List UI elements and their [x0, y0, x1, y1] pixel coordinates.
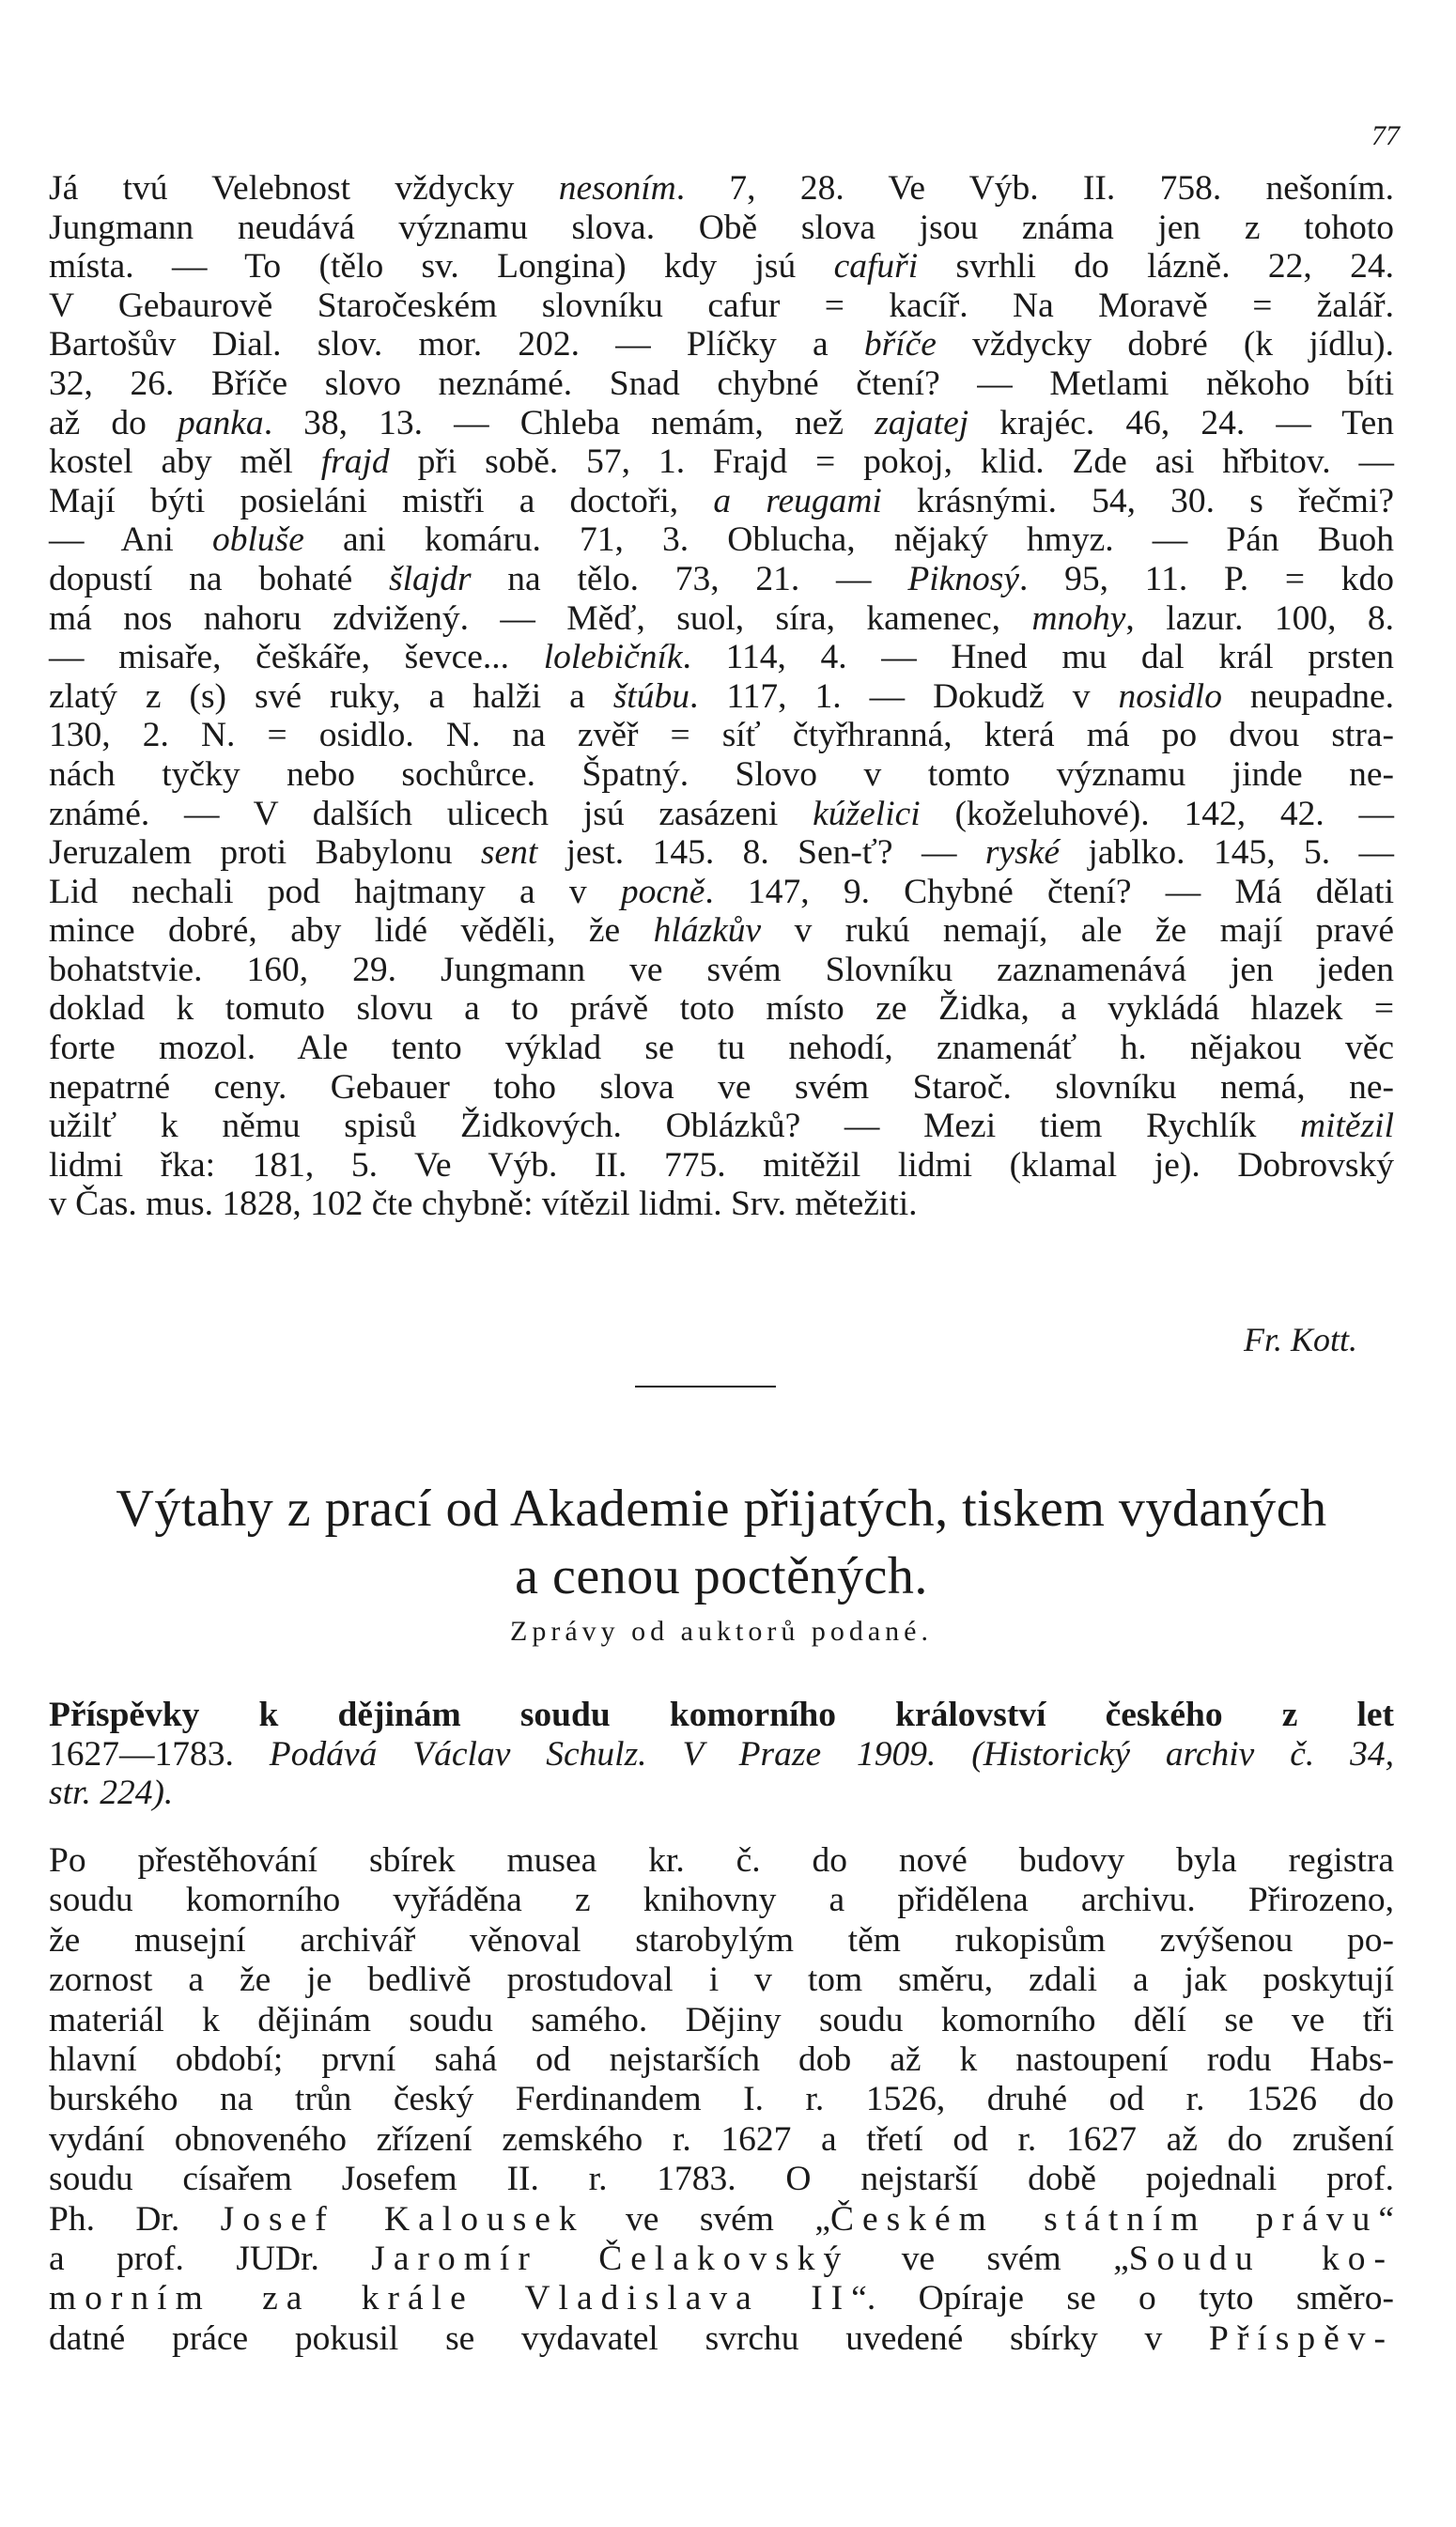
text-line: kostel aby měl frajd při sobě. 57, 1. Frajd = pokoj, klid. Zde asi hřbitov. — [49, 442, 1394, 482]
text-line: materiál k dějinám soudu samého. Dějiny soudu komorního dělí se ve tři [49, 2000, 1394, 2039]
italic-term: nosidlo [1118, 676, 1222, 716]
text-line: hlavní období; první sahá od nejstarších dob až k nastoupení rodu Habs- [49, 2040, 1394, 2080]
section-title [49, 1475, 1394, 1610]
italic-term: štúbu [612, 676, 689, 716]
text-line: morním za krále Vladislava II“. Opíraje se o tyto směro- [49, 2279, 1395, 2318]
spaced-name: Josef Kalousek [220, 2199, 585, 2239]
text-line: Jeruzalem proti Babylonu sent jest. 145. 8. Sen-ť? — ryské jablko. 145, 5. — [49, 833, 1395, 873]
section-divider [635, 1386, 776, 1388]
text-line: místa. — To (tělo sv. Longina) kdy jsú cafuři svrhli do lázně. 22, 24. [49, 247, 1394, 287]
spaced-name: Příspěv- [1209, 2318, 1394, 2358]
italic-term: lolebičník [543, 638, 683, 677]
text-line: 32, 26. Bříče slovo neznámé. Snad chybné čtení? — Metlami někoho bíti [49, 364, 1394, 403]
text-line: nepatrné ceny. Gebauer toho slova ve svém Staroč. slovníku nemá, ne- [49, 1067, 1394, 1107]
italic-term: ryské [984, 833, 1061, 873]
text-line: — misaře, češkáře, ševce... lolebičník. 114, 4. — Hned mu dal král prsten [49, 638, 1394, 677]
text-line: zornost a že je bedlivě prostudoval i v tom směru, zdali a jak poskytují [49, 1961, 1394, 2000]
italic-term: mnohy [1031, 598, 1126, 638]
italic-term: frajd [320, 442, 390, 482]
italic-term: hlázkův [653, 911, 762, 951]
italic-term: obluše [211, 520, 304, 560]
text-line: a prof. JUDr. Jaromír Čelakovský ve svém „Soudu ko- [49, 2240, 1395, 2279]
text-line: Mají býti posieláni mistři a doctoři, a reugami krásnými. 54, 30. s řečmi? [49, 481, 1395, 520]
text-line: Po přestěhování sbírek musea kr. č. do nové budovy byla registra [49, 1841, 1394, 1880]
spaced-name: morním za krále Vladislava II [49, 2279, 852, 2318]
text-line: Lid nechali pod hajtmany a v pocně. 147, 9. Chybné čtení? — Má dělati [49, 872, 1394, 911]
page-number: 77 [1371, 120, 1400, 151]
text-line: 1627—1783. Podává Václav Schulz. V Praze 1909. (Historický archiv č. 34, [49, 1734, 1395, 1774]
text-line: soudu komorního vyřáděna z knihovny a přidělena archivu. Přirozeno, [49, 1881, 1394, 1920]
italic-term: zajatej [875, 403, 969, 442]
text-line: užilť k němu spisů Židkových. Oblázků? — Mezi tiem Rychlík mitězil [49, 1107, 1394, 1146]
text-line: mince dobré, aby lidé věděli, že hlázkův v rukú nemají, ale že mají pravé [49, 911, 1394, 951]
spaced-name: Jaromír Čelakovský [371, 2240, 850, 2279]
text-line: forte mozol. Ale tento výklad se tu nehodí, znamenáť h. nějakou věc [49, 1029, 1394, 1068]
italic-term: Piknosý [907, 559, 1020, 598]
section-title-line-2: a cenou poctěných. [515, 1547, 928, 1605]
text-line: burského na trůn český Ferdinandem I. r. 1526, druhé od r. 1526 do [49, 2080, 1394, 2119]
spaced-name: Českém státním právu [830, 2199, 1379, 2239]
text-line: doklad k tomuto slovu a to právě toto místo ze Židka, a vykládá hlazek = [49, 989, 1394, 1029]
text-line: Já tvú Velebnost vždycky nesoním. 7, 28. Ve Výb. II. 758. nešoním. [49, 169, 1394, 208]
italic-term: Podává Václav Schulz. V Praze 1909. (Historický archiv č. 34, [269, 1734, 1395, 1774]
text-line: Jungmann neudává významu slova. Obě slova jsou známa jen z tohoto [49, 208, 1394, 247]
text-line [49, 1696, 1394, 1735]
italic-term: bříče [863, 325, 937, 364]
paragraph-word-glosses [49, 169, 1394, 1224]
author-signature: Fr. Kott. [1243, 1321, 1357, 1358]
article-title [49, 1696, 1394, 1813]
section-subtitle: Zprávy od auktorů podané. [510, 1616, 933, 1647]
text-line: Bartošův Dial. slov. mor. 202. — Plíčky a bříče vždycky dobré (k jídlu). [49, 325, 1394, 364]
text-line: nách tyčky nebo sochůrce. Špatný. Slovo v tomto významu jinde ne- [49, 754, 1394, 794]
text-line: — Ani obluše ani komáru. 71, 3. Oblucha, nějaký hmyz. — Pán Buoh [49, 520, 1394, 560]
italic-term: šlajdr [389, 559, 472, 598]
paragraph-article-body [49, 1841, 1394, 2359]
text-line: až do panka. 38, 13. — Chleba nemám, než zajatej krajéc. 46, 24. — Ten [49, 403, 1394, 442]
text-line: lidmi řka: 181, 5. Ve Výb. II. 775. mitěžil lidmi (klamal je). Dobrovský [49, 1145, 1394, 1185]
text-line: datné práce pokusil se vydavatel svrchu uvedené sbírky v Příspěv- [49, 2318, 1394, 2358]
italic-term: sent [480, 833, 538, 873]
italic-term: kúželici [813, 794, 921, 833]
text-line: V Gebaurově Staročeském slovníku cafur = kacíř. Na Moravě = žalář. [49, 286, 1394, 325]
italic-term: nesoním [558, 169, 676, 208]
italic-term: a reugami [713, 481, 882, 520]
text-line: zlatý z (s) své ruky, a halži a štúbu. 117, 1. — Dokudž v nosidlo neupadne. [49, 676, 1394, 716]
text-line: dopustí na bohaté šlajdr na tělo. 73, 21. — Piknosý. 95, 11. P. = kdo [49, 559, 1394, 598]
text-line: Ph. Dr. Josef Kalousek ve svém „Českém státním právu“ [49, 2199, 1395, 2239]
italic-term: panka [178, 403, 264, 442]
section-title-line-1: Výtahy z prací od Akademie přijatých, tiskem vydaných [116, 1480, 1327, 1538]
italic-term: pocně [620, 872, 705, 911]
text-line [49, 1774, 1394, 1813]
text-line: bohatstvie. 160, 29. Jungmann ve svém Slovníku zaznamenává jen jeden [49, 950, 1394, 989]
spaced-name: Soudu ko- [1128, 2240, 1395, 2279]
italic-term: cafuři [833, 247, 919, 287]
text-line: vydání obnoveného zřízení zemského r. 1627 a třetí od r. 1627 až do zrušení [49, 2119, 1394, 2159]
italic-term: str. 224). [49, 1774, 174, 1813]
text-line: soudu císařem Josefem II. r. 1783. O nejstarší době pojednali prof. [49, 2160, 1394, 2199]
text-line: má nos nahoru zdvižený. — Měď, suol, síra, kamenec, mnohy, lazur. 100, 8. [49, 598, 1394, 638]
text-line: známé. — V dalších ulicech jsú zasázeni kúželici (koželuhové). 142, 42. — [49, 794, 1394, 833]
bold-term: Příspěvky k dějinám soudu komorního království českého z let [49, 1696, 1394, 1734]
italic-term: mitězil [1300, 1107, 1394, 1146]
text-line: že musejní archivář věnoval starobylým těm rukopisům zvýšenou po- [49, 1920, 1394, 1960]
text-line: v Čas. mus. 1828, 102 čte chybně: vítězil lidmi. Srv. mětežiti. [49, 1185, 918, 1224]
text-line: 130, 2. N. = osidlo. N. na zvěř = síť čtyřhranná, která má po dvou stra- [49, 716, 1394, 755]
